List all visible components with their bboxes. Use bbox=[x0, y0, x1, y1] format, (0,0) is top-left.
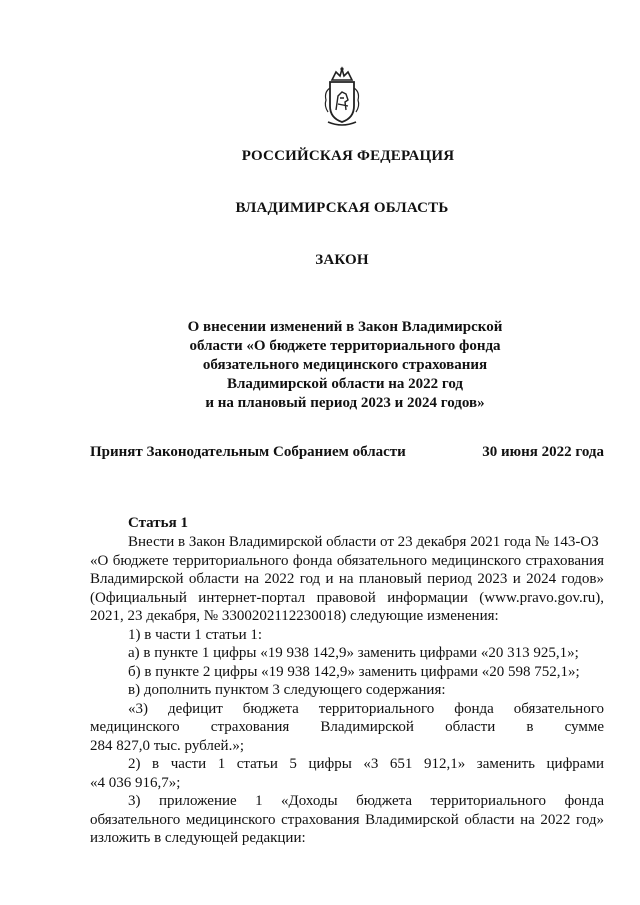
article-line: 284 827,0 тыс. рублей.»; bbox=[90, 737, 244, 754]
law-title bbox=[120, 318, 570, 413]
article-line: в) дополнить пунктом 3 следующего содержания: bbox=[128, 682, 446, 698]
article-line: 1) в части 1 статьи 1: bbox=[128, 626, 263, 643]
article-body bbox=[90, 533, 604, 848]
article-line: Внести в Закон Владимирской области от 23 декабря 2021 года № 143-ОЗ bbox=[128, 534, 599, 550]
article-line: «О бюджете территориального фонда обязательного медицинского страхования bbox=[90, 552, 604, 569]
article-line: 2021, 23 декабря, № 3300202112230018) следующие изменения: bbox=[90, 608, 499, 624]
article-line: «3) дефицит бюджета территориального фонда обязательного bbox=[128, 700, 604, 717]
article-line: медицинского страхования Владимирской области в сумме bbox=[90, 719, 604, 735]
adoption-date: 30 июня 2022 года bbox=[482, 444, 604, 460]
law-title-line: О внесении изменений в Закон Владимирской bbox=[187, 319, 503, 335]
article-line: а) в пункте 1 цифры «19 938 142,9» заменить цифрами «20 313 925,1»; bbox=[128, 645, 579, 661]
law-title-line: обязательного медицинского страхования bbox=[202, 357, 488, 373]
article-line: «4 036 916,7»; bbox=[90, 774, 181, 791]
law-title-line: и на плановый период 2023 и 2024 годов» bbox=[205, 395, 485, 411]
federation-heading: РОССИЙСКАЯ ФЕДЕРАЦИЯ bbox=[241, 148, 455, 164]
article-line: 3) приложение 1 «Доходы бюджета территориального фонда bbox=[128, 793, 604, 809]
law-title-line: Владимирской области на 2022 год bbox=[226, 376, 464, 392]
document-type-heading: ЗАКОН bbox=[315, 252, 369, 268]
coat-of-arms-icon bbox=[318, 66, 366, 128]
article-line: (Официальный интернет-портал правовой информации (www.pravo.gov.ru), bbox=[90, 589, 604, 606]
adopted-by-text: Принят Законодательным Собранием области bbox=[90, 444, 406, 460]
region-heading: ВЛАДИМИРСКАЯ ОБЛАСТЬ bbox=[235, 200, 449, 216]
article-line: б) в пункте 2 цифры «19 938 142,9» заменить цифрами «20 598 752,1»; bbox=[128, 663, 580, 680]
article-line: изложить в следующей редакции: bbox=[90, 830, 306, 846]
article-line: обязательного медицинского страхования Владимирской области на 2022 год» bbox=[90, 811, 604, 828]
law-title-line: области «О бюджете территориального фонда bbox=[189, 338, 501, 354]
adoption-row bbox=[90, 444, 604, 461]
article-heading: Статья 1 bbox=[128, 515, 188, 531]
article-line: 2) в части 1 статьи 5 цифры «3 651 912,1» заменить цифрами bbox=[128, 756, 604, 772]
article-line: Владимирской области на 2022 год и на плановый период 2023 и 2024 годов» bbox=[90, 571, 604, 587]
